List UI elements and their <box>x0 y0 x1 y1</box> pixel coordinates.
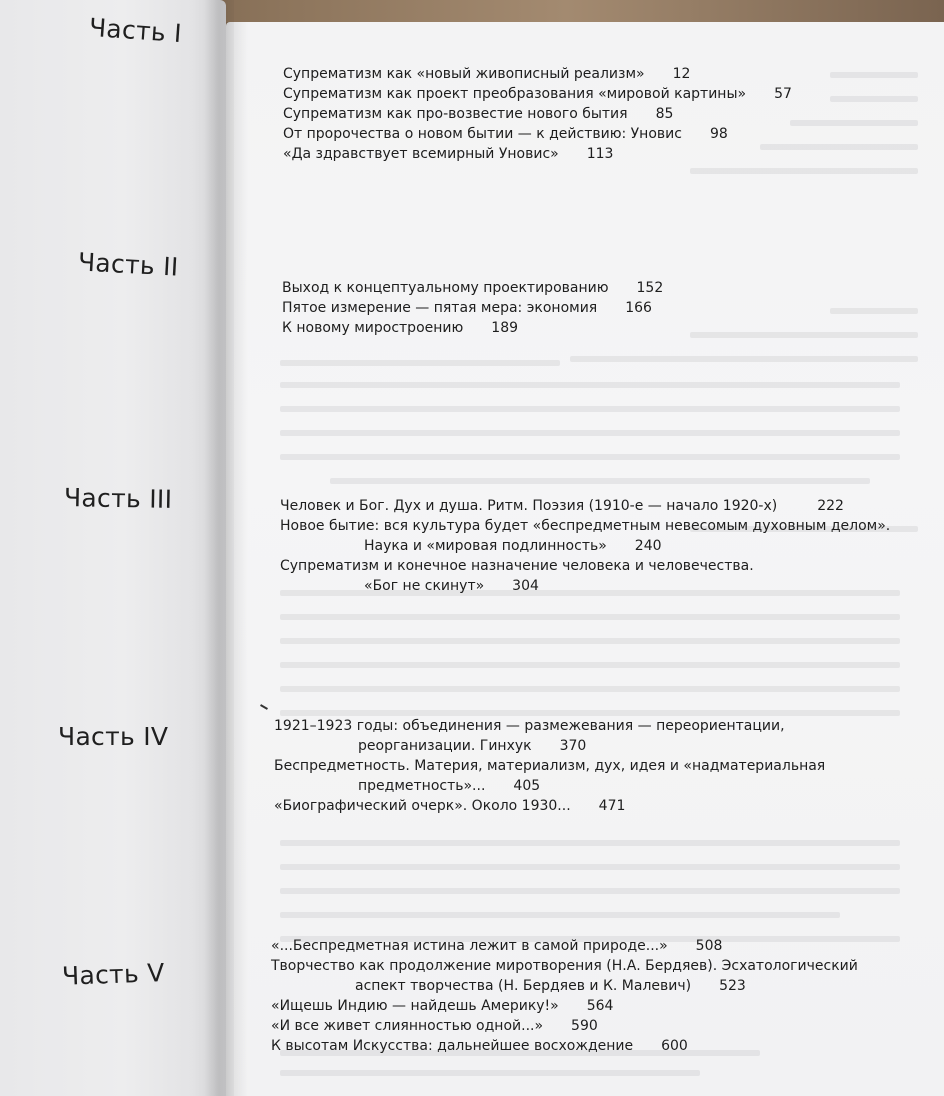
toc-entry <box>283 104 792 124</box>
toc-entry <box>280 496 890 516</box>
toc-entry-page: 240 <box>634 538 662 554</box>
toc-entry <box>274 716 825 736</box>
toc-entry-page: 57 <box>774 86 792 102</box>
toc-entry-page: 471 <box>598 798 626 814</box>
toc-entry-page: 590 <box>571 1018 598 1034</box>
toc-group-part-2 <box>282 278 663 338</box>
toc-entry-title: Беспредметность. Материя, материализм, дух, идея и «надматериальная <box>274 758 826 774</box>
toc-group-part-5 <box>271 936 858 1056</box>
left-page <box>0 0 226 1096</box>
toc-entry <box>274 796 825 816</box>
toc-entry-title: Супрематизм как «новый живописный реализм» <box>283 66 645 82</box>
toc-entry <box>283 64 792 84</box>
toc-entry-title: «Ищешь Индию — найдешь Америку!» <box>271 998 559 1014</box>
toc-entry-title: «Биографический очерк». Около 1930... <box>274 798 571 814</box>
book-gutter <box>204 0 234 1096</box>
toc-entry-title: «И все живет слиянностью одной...» <box>271 1018 544 1034</box>
toc-entry-title: От пророчества о новом бытии — к действию: Уновис <box>283 126 682 142</box>
toc-entry-title: Супрематизм как проект преобразования «мировой картины» <box>283 86 747 102</box>
toc-entry <box>280 556 890 576</box>
toc-entry-page: 523 <box>719 978 746 994</box>
toc-entry-page: 152 <box>636 280 664 296</box>
toc-entry-continuation <box>280 536 890 556</box>
toc-entry-page: 370 <box>559 738 587 754</box>
toc-entry-title-cont: Наука и «мировая подлинность» <box>364 538 607 554</box>
part-label-5: Часть V <box>61 958 166 991</box>
toc-entry <box>271 956 858 976</box>
toc-entry <box>271 1036 858 1056</box>
toc-entry-title: Творчество как продолжение миротворения (Н.А. Бердяев). Эсхатологический <box>271 958 858 974</box>
toc-entry-page: 98 <box>709 126 728 142</box>
toc-entry-page: 189 <box>491 320 519 336</box>
toc-group-part-3 <box>280 496 890 596</box>
toc-entry-page: 304 <box>512 578 539 594</box>
toc-entry-title-cont: предметность»... <box>358 778 486 794</box>
toc-entry-page: 405 <box>513 778 541 794</box>
toc-entry <box>283 124 792 144</box>
toc-entry-continuation <box>280 576 890 596</box>
toc-entry-title-cont: аспект творчества (Н. Бердяев и К. Малевич) <box>355 978 692 994</box>
toc-entry-page: 508 <box>695 938 723 954</box>
toc-entry-title: Выход к концептуальному проектированию <box>282 280 609 296</box>
toc-entry <box>274 756 825 776</box>
toc-entry <box>271 936 858 956</box>
toc-entry-page: 12 <box>672 66 691 82</box>
toc-entry <box>283 144 792 164</box>
toc-entry <box>280 516 890 536</box>
toc-entry-page: 85 <box>655 106 674 122</box>
toc-entry-title: Новое бытие: вся культура будет «беспредметным невесомым духовным делом». <box>280 518 891 534</box>
toc-entry-title: Супрематизм как про-возвестие нового бытия <box>283 106 628 122</box>
toc-entry-title: Человек и Бог. Дух и душа. Ритм. Поэзия (1910-е — начало 1920-х) <box>280 498 778 514</box>
part-label-4: Часть IV <box>58 722 169 751</box>
part-label-2: Часть II <box>77 247 180 282</box>
toc-entry-title: Супрематизм и конечное назначение человека и человечества. <box>280 558 754 574</box>
toc-entry-page: 564 <box>586 998 614 1014</box>
toc-entry-title: «...Беспредметная истина лежит в самой природе...» <box>271 938 668 954</box>
part-label-3: Часть III <box>63 483 173 514</box>
toc-group-part-4 <box>274 716 825 816</box>
toc-entry-continuation <box>271 976 858 996</box>
toc-entry-title: «Да здравствует всемирный Уновис» <box>283 146 559 162</box>
part-label-1: Часть I <box>88 12 183 49</box>
toc-entry <box>282 318 663 338</box>
toc-entry-page: 113 <box>586 146 614 162</box>
toc-entry-continuation <box>274 736 825 756</box>
toc-entry-page: 222 <box>817 498 844 514</box>
toc-entry-page: 600 <box>661 1038 688 1054</box>
toc-entry <box>282 278 663 298</box>
toc-entry-title-cont: «Бог не скинут» <box>364 578 485 594</box>
toc-entry <box>283 84 792 104</box>
toc-entry-title: 1921–1923 годы: объединения — размежевания — переориентации, <box>274 718 785 734</box>
toc-entry-page: 166 <box>625 300 652 316</box>
toc-entry <box>271 1016 858 1036</box>
toc-entry <box>282 298 663 318</box>
toc-entry-title-cont: реорганизации. Гинхук <box>358 738 532 754</box>
toc-group-part-1 <box>283 64 792 164</box>
toc-entry-continuation <box>274 776 825 796</box>
toc-entry-title: К высотам Искусства: дальнейшее восхождение <box>271 1038 634 1054</box>
toc-entry-title: Пятое измерение — пятая мера: экономия <box>282 300 598 316</box>
toc-entry <box>271 996 858 1016</box>
toc-entry-title: К новому миростроению <box>282 320 464 336</box>
